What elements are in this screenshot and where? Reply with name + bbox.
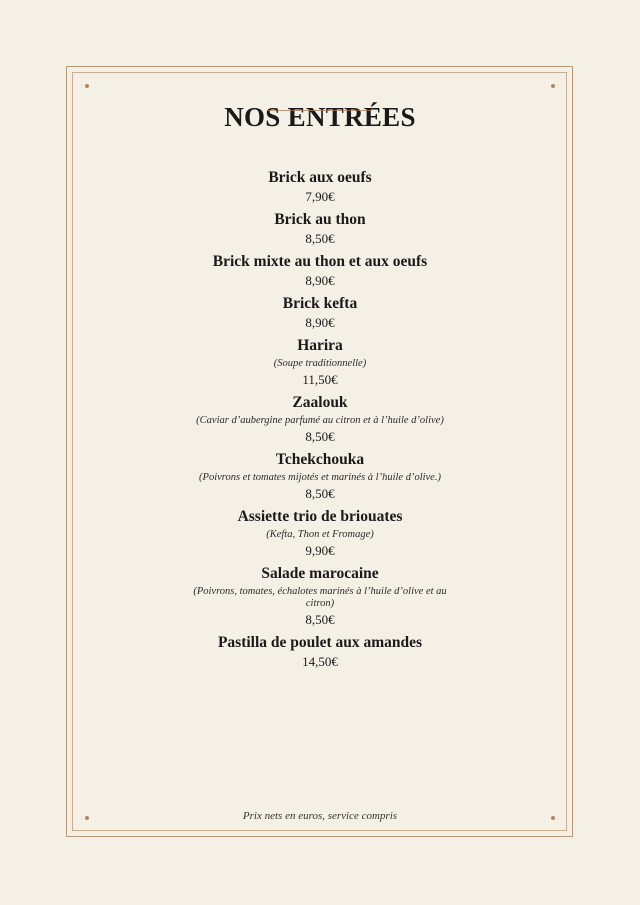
menu-item bbox=[180, 336, 460, 388]
item-description: (Poivrons, tomates, échalotes marinés à l’huile d’olive et au citron) bbox=[193, 586, 447, 609]
item-price: 8,50€ bbox=[305, 612, 335, 627]
item-price: 11,50€ bbox=[302, 372, 338, 387]
item-name: Harira bbox=[297, 337, 343, 354]
item-price: 8,50€ bbox=[305, 231, 335, 246]
item-name: Pastilla de poulet aux amandes bbox=[217, 634, 423, 651]
price-note: Prix nets en euros, service compris bbox=[242, 810, 398, 822]
item-name: Zaalouk bbox=[292, 394, 348, 411]
menu-item bbox=[180, 168, 460, 205]
menu-item bbox=[180, 252, 460, 289]
page-title: NOS ENTRÉES bbox=[224, 102, 416, 132]
menu-item bbox=[180, 633, 460, 670]
menu-list bbox=[180, 168, 460, 670]
item-description: (Poivrons et tomates mijotés et marinés à l’huile d’olive.) bbox=[199, 472, 441, 483]
menu-item bbox=[180, 564, 460, 628]
menu-item bbox=[180, 507, 460, 559]
item-price: 9,90€ bbox=[305, 543, 335, 558]
menu-item bbox=[180, 450, 460, 502]
item-description: (Kefta, Thon et Fromage) bbox=[266, 529, 374, 540]
item-price: 8,90€ bbox=[305, 315, 335, 330]
menu-item bbox=[180, 294, 460, 331]
item-price: 8,90€ bbox=[305, 273, 335, 288]
item-description: (Caviar d’aubergine parfumé au citron et à l’huile d’olive) bbox=[196, 415, 444, 426]
item-name: Brick mixte au thon et aux oeufs bbox=[212, 253, 428, 270]
item-name: Brick au thon bbox=[274, 211, 366, 228]
item-name: Brick aux oeufs bbox=[268, 169, 372, 186]
corner-ornament-top-right bbox=[551, 84, 555, 88]
item-price: 8,50€ bbox=[305, 486, 335, 501]
item-name: Tchekchouka bbox=[275, 451, 365, 468]
item-name: Brick kefta bbox=[282, 295, 358, 312]
corner-ornament-top-left bbox=[85, 84, 89, 88]
item-price: 14,50€ bbox=[302, 654, 338, 669]
item-name: Salade marocaine bbox=[261, 565, 379, 582]
title-decoration-line bbox=[268, 110, 372, 111]
item-price: 7,90€ bbox=[305, 189, 335, 204]
menu-item bbox=[180, 210, 460, 247]
item-description: (Soupe traditionnelle) bbox=[273, 358, 367, 369]
item-name: Assiette trio de briouates bbox=[237, 508, 403, 525]
item-price: 8,50€ bbox=[305, 429, 335, 444]
menu-item bbox=[180, 393, 460, 445]
